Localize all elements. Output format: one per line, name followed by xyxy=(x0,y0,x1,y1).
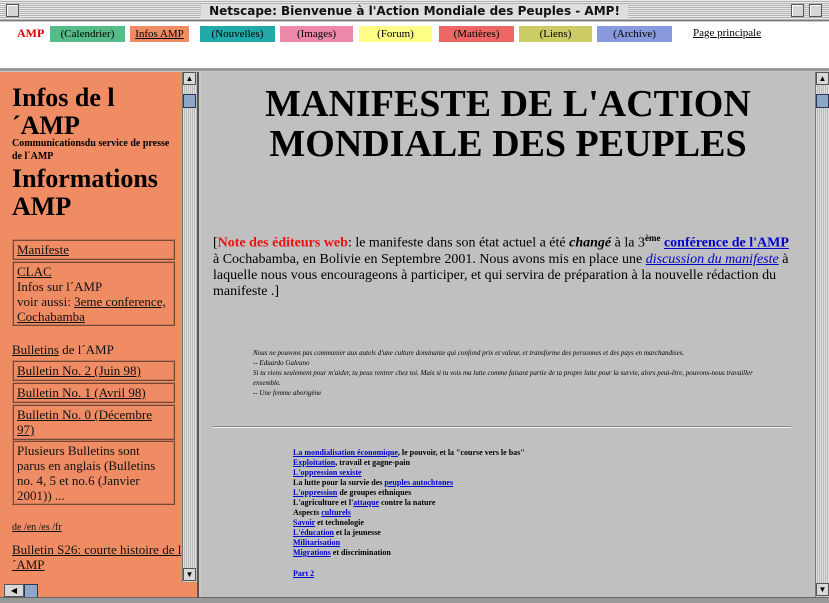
tab-images[interactable]: (Images) xyxy=(280,26,353,42)
quote-1-author: -- Eduardo Galeano xyxy=(253,359,310,367)
conference-link[interactable]: conférence de l'AMP xyxy=(663,235,789,251)
toc-pre: L'agriculture et l' xyxy=(293,498,354,507)
toc-rest: et la jeunesse xyxy=(333,528,381,537)
toc-link[interactable]: culturels xyxy=(321,508,351,517)
toc-item xyxy=(293,528,593,538)
part-2-link[interactable]: Part 2 xyxy=(293,569,315,578)
window-title-wrap xyxy=(0,2,829,20)
sidebar-hscroll-left-icon[interactable]: ◀ xyxy=(4,584,24,597)
note-changed: changé xyxy=(569,235,612,251)
sidebar-item-bulletin-2[interactable] xyxy=(12,360,175,381)
content-frame xyxy=(201,72,815,597)
bulletin-1-link[interactable]: Bulletin No. 1 (Avril 98) xyxy=(17,385,146,400)
scroll-up-icon[interactable]: ▲ xyxy=(183,72,196,85)
toc-rest: et discrimination xyxy=(330,548,391,557)
language-links[interactable]: de /en /es /fr xyxy=(12,522,62,533)
content-scrollbar[interactable] xyxy=(815,72,829,597)
clac-link[interactable]: CLAC xyxy=(17,264,52,279)
sidebar-frame xyxy=(0,72,199,597)
toc-item xyxy=(293,458,593,468)
sidebar-item-manifeste[interactable] xyxy=(12,239,175,260)
toc-pre: La lutte pour la survie des xyxy=(293,478,385,487)
sidebar-item-clac xyxy=(12,261,175,326)
note-bracket: [ xyxy=(213,235,218,251)
tab-liens[interactable]: (Liens) xyxy=(519,26,592,42)
zoom-box-icon[interactable] xyxy=(791,4,804,17)
toc-item xyxy=(293,508,593,518)
cochabamba-link[interactable]: 3eme conference, Cochabamba xyxy=(17,294,166,324)
note-label: Note des éditeurs web xyxy=(217,235,348,251)
toc-item xyxy=(293,548,593,558)
bulletin-0-link[interactable]: Bulletin No. 0 (Décembre 97) xyxy=(17,407,153,437)
tab-calendrier[interactable]: (Calendrier) xyxy=(50,26,125,42)
bulletin-s26-link[interactable]: Bulletin S26: courte histoire de l´AMP xyxy=(12,542,182,572)
toc-link[interactable]: Migrations xyxy=(293,548,331,557)
note-text-1: : le manifeste dans son état actuel a été xyxy=(347,235,570,251)
toc-rest: et technologie xyxy=(315,518,364,527)
table-of-contents xyxy=(293,448,593,558)
toc-rest: de groupes ethniques xyxy=(337,488,412,497)
bulletin-2-link[interactable]: Bulletin No. 2 (Juin 98) xyxy=(17,363,141,378)
quote-2-author: -- Une femme aborigène xyxy=(253,389,322,397)
tab-infos-amp[interactable]: Infos AMP xyxy=(130,26,189,42)
quote-2: Si tu viens seulement pour m'aider, tu peux rentrer chez toi. Mais si tu vois ma lutte comme faisant partie de ta propre lutte pour la survie, alors peut-être, pouvons-nous travailler ensemble. xyxy=(253,369,753,387)
note-text-3: à Cochabamba, en Bolivie en Septembre 2001. Nous avons mis en place une xyxy=(213,251,646,267)
note-sup: ème xyxy=(644,233,661,243)
scroll-thumb[interactable] xyxy=(183,94,196,108)
note-text-2: à la 3 xyxy=(611,235,645,251)
sidebar-title-2: Informations AMP xyxy=(12,164,158,221)
toc-link[interactable]: Savoir xyxy=(293,518,316,527)
bulletins-heading xyxy=(12,342,114,357)
toc-link[interactable]: Exploitation xyxy=(293,458,336,467)
nav-frame-divider xyxy=(0,68,829,71)
toc-link[interactable]: L'oppression xyxy=(293,488,338,497)
toc-link[interactable]: L'éducation xyxy=(293,528,334,537)
discussion-link[interactable]: discussion du manifeste xyxy=(645,251,779,267)
toc-link[interactable]: La mondialisation économique xyxy=(293,448,398,457)
scroll-down-icon[interactable]: ▼ xyxy=(183,568,196,581)
bulletins-link[interactable]: Bulletins xyxy=(12,342,59,357)
divider xyxy=(213,426,791,428)
content-scroll-down-icon[interactable]: ▼ xyxy=(816,583,829,596)
toc-link[interactable]: Militarisation xyxy=(293,538,341,547)
toc-link[interactable]: peuples autochtones xyxy=(384,478,454,487)
clac-seealso: voir aussi: xyxy=(17,294,75,309)
collapse-box-icon[interactable] xyxy=(809,4,822,17)
window-title: Netscape: Bienvenue à l'Action Mondiale des Peuples - AMP! xyxy=(201,4,628,18)
clac-info: Infos sur l´AMP xyxy=(17,279,103,294)
epigraph xyxy=(253,348,773,398)
toc-item xyxy=(293,518,593,528)
toc-link[interactable]: attaque xyxy=(353,498,380,507)
toc-item xyxy=(293,448,593,458)
quote-1: Nous ne pouvons pas communier aux autels d'une culture dominante qui confond prix et valeur, et transforme des personnes et des pays en marchandises. xyxy=(253,349,685,357)
toc-item xyxy=(293,538,593,548)
sidebar-english-note: Plusieurs Bulletins sont parus en anglais (Bulletins no. 4, 5 et no.6 (Janvier 2001)) ... xyxy=(12,440,175,505)
sidebar-subtitle: Communicationsdu service de presse de l´AMP xyxy=(12,138,170,162)
tab-nouvelles[interactable]: (Nouvelles) xyxy=(200,26,275,42)
content-scroll-thumb[interactable] xyxy=(816,94,829,108)
sidebar-item-bulletin-0[interactable] xyxy=(12,404,175,440)
toc-pre: Aspects xyxy=(293,508,322,517)
toc-rest: , le pouvoir, et la "course vers le bas" xyxy=(397,448,525,457)
tab-forum[interactable]: (Forum) xyxy=(359,26,432,42)
manifeste-link[interactable]: Manifeste xyxy=(17,242,69,257)
status-bar xyxy=(0,597,829,603)
tab-archive[interactable]: (Archive) xyxy=(597,26,672,42)
bulletins-suffix: de l´AMP xyxy=(58,342,114,357)
nav-frame xyxy=(0,22,829,71)
toc-item xyxy=(293,478,593,488)
toc-rest: , travail et gagne-pain xyxy=(335,458,410,467)
toc-link[interactable]: L'oppression sexiste xyxy=(293,468,362,477)
toc-item xyxy=(293,488,593,498)
page-title: MANIFESTE DE L'ACTION MONDIALE DES PEUPLES xyxy=(265,83,751,165)
editor-note xyxy=(213,230,798,300)
content-scroll-up-icon[interactable]: ▲ xyxy=(816,72,829,85)
brand-logo: AMP xyxy=(17,26,45,40)
window-titlebar[interactable] xyxy=(0,0,829,21)
note-text-4: à laquelle nous vous encourageons à participer, et qui servira de préparation à la nouvelle rédaction du manifeste .] xyxy=(213,251,789,299)
tab-matieres[interactable]: (Matières) xyxy=(439,26,514,42)
sidebar-hscroll-thumb[interactable] xyxy=(24,584,38,597)
sidebar-title: Infos de l´AMP xyxy=(12,83,115,140)
toc-item xyxy=(293,498,593,508)
toc-item xyxy=(293,468,593,478)
sidebar-scrollbar[interactable] xyxy=(182,72,197,582)
home-link[interactable]: Page principale xyxy=(693,27,762,39)
sidebar-item-bulletin-1[interactable] xyxy=(12,382,175,403)
toc-rest: contre la nature xyxy=(379,498,436,507)
